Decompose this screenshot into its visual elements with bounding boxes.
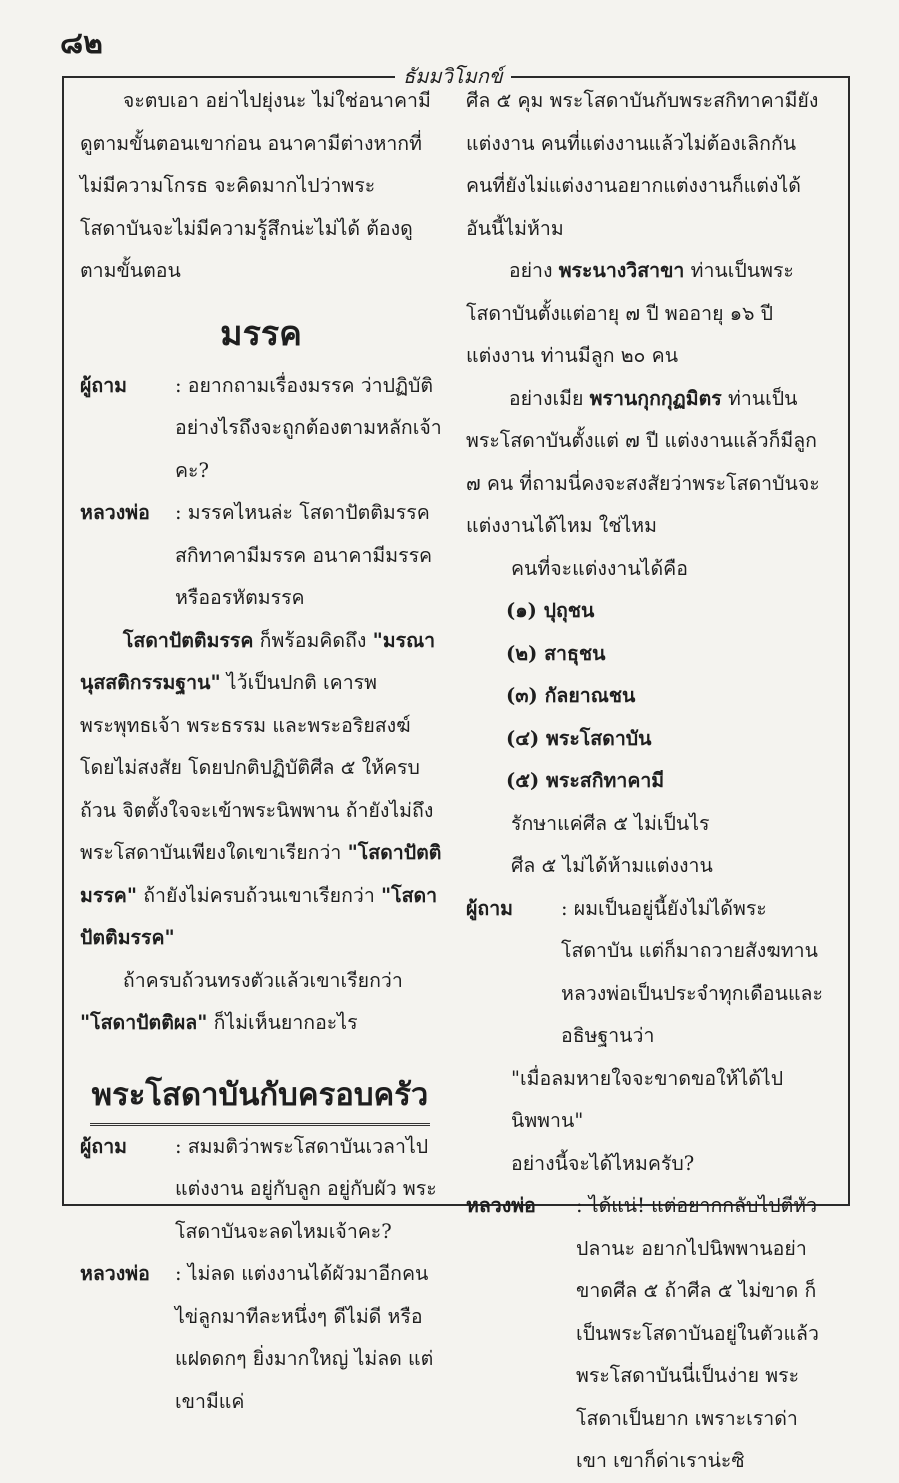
question-block: [466, 888, 828, 1058]
answer-block: [80, 1253, 442, 1423]
question-text: : อยากถามเรื่องมรรค ว่าปฏิบัติอย่างไรถึงจะถูกต้องตามหลักเจ้าคะ?: [175, 373, 442, 482]
speaker-label: ผู้ถาม: [80, 1134, 128, 1158]
speaker-label: ผู้ถาม: [80, 373, 128, 397]
answer-block: [80, 492, 442, 620]
text-span: ท่านเป็นพระโสดาบันตั้งแต่ ๗ ปี แต่งงานแล้วก็มีลูก ๗ คน ที่ถามนี่คงจะสงสัยว่าพระโสดาบันจะแต่งงานได้ไหม ใช่ไหม: [466, 386, 820, 537]
text-span: อย่างเมีย: [508, 386, 590, 410]
speaker-label: หลวงพ่อ: [80, 1262, 150, 1285]
list-item: (๒) สาธุชน: [506, 641, 606, 665]
text-span: ท่านเป็นพระโสดาบันตั้งแต่อายุ ๗ ปี พออายุ ๑๖ ปี แต่งงาน ท่านมีลูก ๒๐ คน: [466, 259, 794, 367]
page-number: ๘๒: [60, 26, 103, 61]
list-item: (๔) พระโสดาบัน: [506, 726, 652, 750]
section-heading-family: พระโสดาบันกับครอบครัว: [90, 1067, 430, 1126]
text-span: ไว้เป็นปกติ เคารพพระพุทธเจ้า พระธรรม และพระอริยสงฆ์โดยไม่สงสัย โดยปกติปฏิบัติศีล ๕ ให้ครบถ้วน จิตตั้งใจจะเข้าพระนิพพาน ถ้ายังไม่ถึงพระโสดาบันเพียงใดเขาเรียกว่า: [80, 671, 434, 864]
question-text: : สมมติว่าพระโสดาบันเวลาไปแต่งงาน อยู่กับลูก อยู่กับผัว พระโสดาบันจะลดไหมเจ้าคะ?: [175, 1134, 437, 1243]
running-header: ธัมมวิโมกข์: [395, 60, 511, 92]
paragraph: ศีล ๕ คุม พระโสดาบันกับพระสกิทาคามียังแต่งงาน คนที่แต่งงานแล้วไม่ต้องเลิกกัน คนที่ยังไม่แต่งงานอยากแต่งงานก็แต่งได้ อันนี้ไม่ห้าม: [466, 89, 819, 240]
answer-text: : ได้แน่! แต่อยากกลับไปตีหัวปลานะ อยากไปนิพพานอย่าขาดศีล ๕ ถ้าศีล ๕ ไม่ขาด ก็เป็นพระโสดาบันอยู่ในตัวแล้ว พระโสดาบันนี่เป็นง่าย พระโสดาเป็นยาก เพราะเราด่าเขา เขาก็ด่าเราน่ะซิ: [576, 1194, 819, 1472]
paragraph: จะตบเอา อย่าไปยุ่งนะ ไม่ใช่อนาคามี ดูตามขั้นตอนเขาก่อน อนาคามีต่างหากที่ไม่มีความโกรธ จะคิดมากไปว่าพระโสดาบันจะไม่มีความรู้สึกน่ะไม่ได้ ต้องดูตามขั้นตอน: [80, 89, 431, 282]
text-span: ถ้าครบถ้วนทรงตัวแล้วเขาเรียกว่า: [122, 968, 403, 992]
paragraph: [80, 960, 442, 1045]
list-note: ศีล ๕ ไม่ได้ห้ามแต่งงาน: [511, 854, 713, 877]
bold-term: พรานกุกกุฏมิตร: [589, 386, 722, 410]
text-span: อย่าง: [508, 259, 559, 282]
paragraph: [80, 620, 442, 960]
right-column: [466, 80, 828, 1472]
bold-term: "มรณานุสสติกรรมฐาน": [80, 628, 436, 694]
answer-text: : มรรคไหนล่ะ โสดาปัตติมรรค สกิทาคามีมรรค อนาคามีมรรค หรืออรหัตมรรค: [175, 501, 433, 609]
section-heading-magga: มรรค: [220, 313, 302, 354]
answer-block: [466, 1185, 828, 1483]
speaker-label: ผู้ถาม: [466, 896, 514, 920]
bold-term: พระนางวิสาขา: [558, 259, 685, 282]
question-block: [80, 365, 442, 493]
bold-term: "โสดาปัตติมรรค": [80, 841, 442, 907]
bold-term: "โสดาปัตติมรรค": [80, 883, 438, 949]
question-text: : ผมเป็นอยู่นี้ยังไม่ได้พระโสดาบัน แต่ก็มาถวายสังฆทานหลวงพ่อเป็นประจำทุกเดือนและอธิษฐานว่า: [561, 896, 823, 1047]
text-span: ถ้ายังไม่ครบถ้วนเขาเรียกว่า: [137, 883, 381, 907]
speaker-label: หลวงพ่อ: [80, 501, 150, 524]
paragraph: [466, 378, 828, 548]
speaker-label: หลวงพ่อ: [466, 1194, 536, 1217]
text-span: ก็ไม่เห็นยากอะไร: [207, 1011, 358, 1034]
list-item: (๑) ปุถุชน: [506, 599, 595, 622]
list-note: รักษาแค่ศีล ๕ ไม่เป็นไร: [511, 811, 710, 835]
question-block: [80, 1126, 442, 1254]
question-end: อย่างนี้จะได้ไหมครับ?: [511, 1151, 695, 1175]
list-intro: คนที่จะแต่งงานได้คือ: [511, 556, 688, 580]
list-item: (๓) กัลยาณชน: [506, 684, 636, 707]
left-column: [80, 80, 442, 1413]
quote-line: "เมื่อลมหายใจจะขาดขอให้ได้ไปนิพพาน": [511, 1066, 784, 1132]
text-span: ก็พร้อมคิดถึง: [253, 628, 373, 652]
answer-text: : ไม่ลด แต่งงานได้ผัวมาอีกคน ไข่ลูกมาทีละหนึ่งๆ ดีไม่ดี หรือแฝดดกๆ ยิ่งมากใหญ่ ไม่ลด แต่เขามีแค่: [175, 1262, 434, 1413]
paragraph: [466, 250, 828, 378]
bold-term: โสดาปัตติมรรค: [122, 628, 254, 652]
list-item: (๕) พระสกิทาคามี: [506, 769, 665, 792]
bold-term: "โสดาปัตติผล": [80, 1011, 208, 1034]
